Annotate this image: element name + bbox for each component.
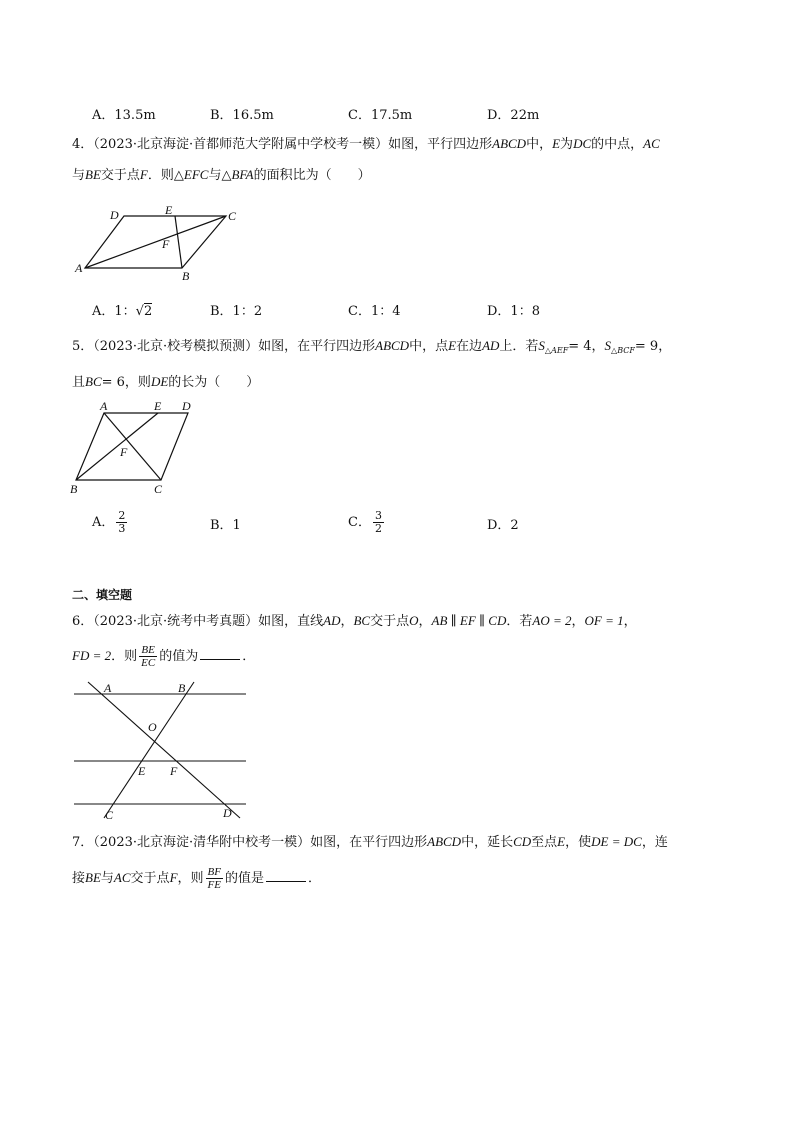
q6-label-e: E <box>138 764 146 778</box>
q4-option-a: A．1：√2 <box>92 304 153 319</box>
q4-label-e: E <box>165 203 173 217</box>
q7-stem-line1: 7．（2023·北京海淀·清华附中校考一模）如图，在平行四边形ABCD中，延长CD至点E，使DE = DC，连 <box>72 834 668 850</box>
q5-stem-line1: 5．（2023·北京·校考模拟预测）如图，在平行四边形ABCD中，点E在边AD上．若$S_{\triangle AEF}= 4$，$S_{\triangle BCF}= 9$， <box>72 338 672 355</box>
q6-label-a: A <box>104 681 112 695</box>
q5-option-b: B．1 <box>210 518 241 533</box>
q5-label-d: D <box>182 399 191 413</box>
q5-label-f: F <box>120 445 128 459</box>
answer-blank[interactable] <box>266 869 306 882</box>
q6-label-d: D <box>223 806 232 820</box>
q6-label-c: C <box>105 808 114 822</box>
q5-option-a: A． $\frac{2}{3}$ <box>92 509 126 535</box>
answer-blank[interactable] <box>200 647 240 660</box>
q5-label-a: A <box>100 399 108 413</box>
q7-stem-line2: 接BE与AC交于点F，则 $\frac{BF}{FE}$ 的值是 ． <box>72 866 322 891</box>
q4-label-f: F <box>162 237 170 251</box>
q5-label-c: C <box>154 482 163 496</box>
q4-stem-line2: 与BE交于点F．则△EFC与△BFA的面积比为（ ） <box>72 167 371 183</box>
q3-option-a: A．13.5m <box>92 108 156 123</box>
q4-label-d: D <box>110 208 119 222</box>
q4-label-a: A <box>75 261 83 275</box>
q4-label-c: C <box>228 209 237 223</box>
q5-label-e: E <box>154 399 162 413</box>
q6-label-o: O <box>148 720 157 734</box>
q5-figure <box>68 398 208 498</box>
q4-option-c: C．1：4 <box>348 304 401 319</box>
section-heading: 二、填空题 <box>72 588 133 602</box>
q6-figure <box>68 678 253 823</box>
q4-option-b: B．1：2 <box>210 304 263 319</box>
q4-figure <box>72 200 242 285</box>
q4-option-d: D．1：8 <box>487 304 540 319</box>
q6-stem-line2: FD = 2．则 $\frac{BE}{EC}$ 的值为 ． <box>72 644 256 669</box>
q3-option-b: B．16.5m <box>210 108 274 123</box>
q6-stem-line1: 6．（2023·北京·统考中考真题）如图，直线AD，BC交于点O，AB ∥ EF ∥ CD．若AO = 2，OF = 1， <box>72 613 637 629</box>
q5-label-b: B <box>70 482 78 496</box>
q6-label-b: B <box>178 681 186 695</box>
q4-stem-line1: 4．（2023·北京海淀·首都师范大学附属中学校考一模）如图，平行四边形ABCD中，E为DC的中点，AC <box>72 136 660 152</box>
q6-label-f: F <box>170 764 178 778</box>
q4-label-b: B <box>182 269 190 283</box>
q3-option-c: C．17.5m <box>348 108 413 123</box>
sqrt-symbol: √ <box>135 304 144 319</box>
q5-stem-line2: 且BC= 6，则DE的长为（ ） <box>72 374 260 390</box>
q5-option-c: C． $\frac{3}{2}$ <box>348 509 382 535</box>
q5-option-d: D．2 <box>487 518 519 533</box>
q3-option-d: D．22m <box>487 108 540 123</box>
